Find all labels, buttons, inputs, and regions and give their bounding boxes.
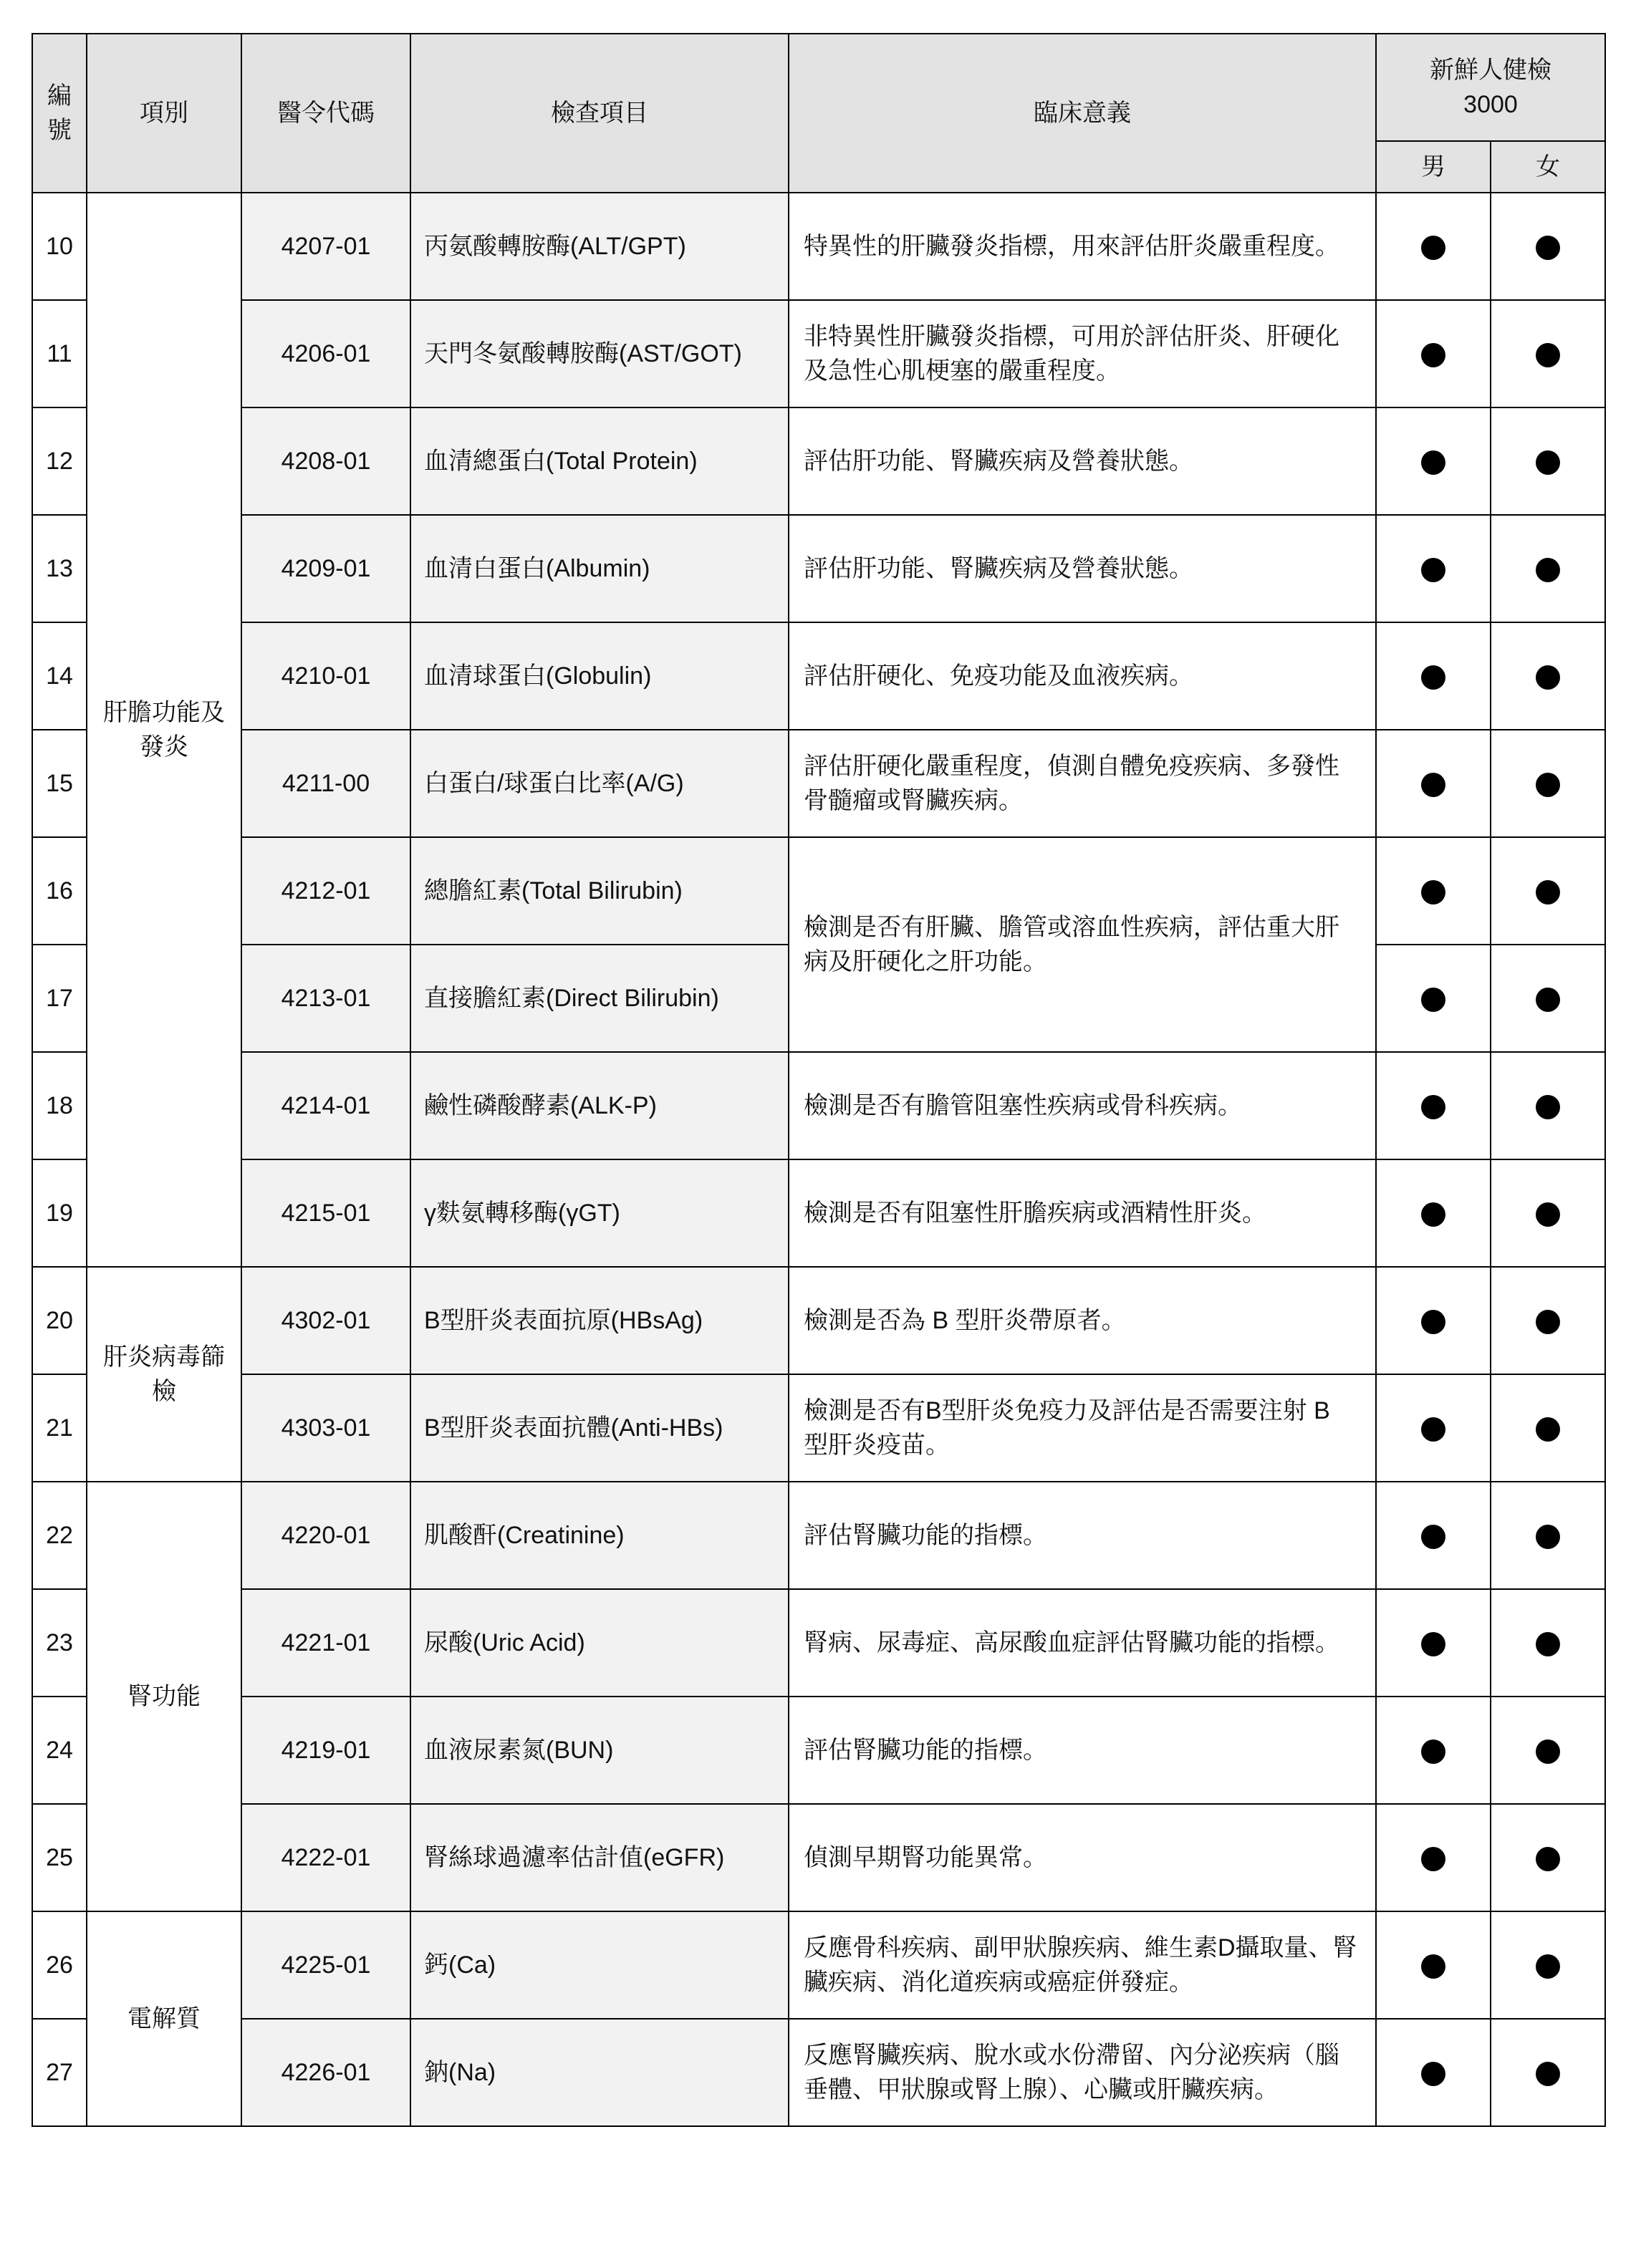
male-mark-cell <box>1376 193 1491 300</box>
male-mark-cell <box>1376 1697 1491 1804</box>
table-row <box>32 1267 1605 1374</box>
row-number-cell: 18 <box>32 1052 87 1159</box>
item-cell: 總膽紅素(Total Bilirubin) <box>410 837 789 945</box>
row-number-cell: 19 <box>32 1159 87 1267</box>
meaning-cell: 偵測早期腎功能異常。 <box>789 1804 1376 1911</box>
code-cell: 4226-01 <box>241 2019 410 2126</box>
item-cell: 血清總蛋白(Total Protein) <box>410 407 789 515</box>
male-mark-cell <box>1376 2019 1491 2126</box>
included-dot-icon <box>1536 1310 1560 1334</box>
included-dot-icon <box>1536 1739 1560 1764</box>
included-dot-icon <box>1536 665 1560 690</box>
meaning-cell: 評估肝功能、腎臟疾病及營養狀態。 <box>789 515 1376 622</box>
category-cell: 腎功能 <box>87 1482 241 1911</box>
code-cell: 4207-01 <box>241 193 410 300</box>
category-cell: 電解質 <box>87 1911 241 2126</box>
item-cell: 鹼性磷酸酵素(ALK-P) <box>410 1052 789 1159</box>
female-mark-cell <box>1491 837 1605 945</box>
female-mark-cell <box>1491 945 1605 1052</box>
meaning-cell: 檢測是否有阻塞性肝膽疾病或酒精性肝炎。 <box>789 1159 1376 1267</box>
table-row <box>32 1911 1605 2019</box>
female-mark-cell <box>1491 1911 1605 2019</box>
code-cell: 4225-01 <box>241 1911 410 2019</box>
meaning-cell: 評估腎臟功能的指標。 <box>789 1482 1376 1589</box>
item-cell: 白蛋白/球蛋白比率(A/G) <box>410 730 789 837</box>
row-number-cell: 26 <box>32 1911 87 2019</box>
included-dot-icon <box>1421 558 1445 582</box>
male-mark-cell <box>1376 837 1491 945</box>
item-cell: 血清白蛋白(Albumin) <box>410 515 789 622</box>
code-cell: 4303-01 <box>241 1374 410 1482</box>
header-code: 醫令代碼 <box>241 34 410 193</box>
health-check-items-table <box>32 33 1606 2127</box>
female-mark-cell <box>1491 1374 1605 1482</box>
code-cell: 4220-01 <box>241 1482 410 1589</box>
table-row <box>32 730 1605 837</box>
included-dot-icon <box>1421 1417 1445 1442</box>
row-number-cell: 22 <box>32 1482 87 1589</box>
item-cell: 天門冬氨酸轉胺酶(AST/GOT) <box>410 300 789 407</box>
header-meaning: 臨床意義 <box>789 34 1376 193</box>
row-number-cell: 11 <box>32 300 87 407</box>
included-dot-icon <box>1421 1525 1445 1549</box>
code-cell: 4302-01 <box>241 1267 410 1374</box>
included-dot-icon <box>1536 2062 1560 2086</box>
included-dot-icon <box>1536 1202 1560 1227</box>
male-mark-cell <box>1376 1589 1491 1697</box>
included-dot-icon <box>1421 880 1445 904</box>
male-mark-cell <box>1376 1267 1491 1374</box>
male-mark-cell <box>1376 945 1491 1052</box>
table-row <box>32 1159 1605 1267</box>
meaning-cell: 特異性的肝臟發炎指標，用來評估肝炎嚴重程度。 <box>789 193 1376 300</box>
female-mark-cell <box>1491 1159 1605 1267</box>
female-mark-cell <box>1491 407 1605 515</box>
included-dot-icon <box>1536 1525 1560 1549</box>
table-row <box>32 1482 1605 1589</box>
included-dot-icon <box>1421 450 1445 475</box>
included-dot-icon <box>1536 988 1560 1012</box>
category-cell: 肝炎病毒篩檢 <box>87 1267 241 1482</box>
meaning-cell: 評估腎臟功能的指標。 <box>789 1697 1376 1804</box>
included-dot-icon <box>1421 773 1445 797</box>
header-female: 女 <box>1491 141 1605 193</box>
item-cell: 肌酸酐(Creatinine) <box>410 1482 789 1589</box>
male-mark-cell <box>1376 1804 1491 1911</box>
included-dot-icon <box>1421 236 1445 260</box>
item-cell: 尿酸(Uric Acid) <box>410 1589 789 1697</box>
male-mark-cell <box>1376 1052 1491 1159</box>
male-mark-cell <box>1376 300 1491 407</box>
meaning-cell: 評估肝功能、腎臟疾病及營養狀態。 <box>789 407 1376 515</box>
meaning-cell: 非特異性肝臟發炎指標，可用於評估肝炎、肝硬化及急性心肌梗塞的嚴重程度。 <box>789 300 1376 407</box>
table-row <box>32 515 1605 622</box>
row-number-cell: 17 <box>32 945 87 1052</box>
included-dot-icon <box>1536 1632 1560 1656</box>
item-cell: 鈉(Na) <box>410 2019 789 2126</box>
table-row <box>32 407 1605 515</box>
male-mark-cell <box>1376 1159 1491 1267</box>
header-item: 檢查項目 <box>410 34 789 193</box>
table-row <box>32 1804 1605 1911</box>
included-dot-icon <box>1421 1739 1445 1764</box>
female-mark-cell <box>1491 1804 1605 1911</box>
table-row <box>32 1374 1605 1482</box>
item-cell: 血清球蛋白(Globulin) <box>410 622 789 730</box>
included-dot-icon <box>1421 1954 1445 1979</box>
included-dot-icon <box>1536 773 1560 797</box>
item-cell: 丙氨酸轉胺酶(ALT/GPT) <box>410 193 789 300</box>
table-row <box>32 2019 1605 2126</box>
female-mark-cell <box>1491 1482 1605 1589</box>
code-cell: 4212-01 <box>241 837 410 945</box>
male-mark-cell <box>1376 1911 1491 2019</box>
included-dot-icon <box>1536 558 1560 582</box>
row-number-cell: 12 <box>32 407 87 515</box>
code-cell: 4209-01 <box>241 515 410 622</box>
included-dot-icon <box>1421 1095 1445 1119</box>
table-body <box>32 193 1605 2126</box>
male-mark-cell <box>1376 515 1491 622</box>
row-number-cell: 10 <box>32 193 87 300</box>
meaning-cell: 評估肝硬化嚴重程度，偵測自體免疫疾病、多發性骨髓瘤或腎臟疾病。 <box>789 730 1376 837</box>
row-number-cell: 21 <box>32 1374 87 1482</box>
female-mark-cell <box>1491 515 1605 622</box>
included-dot-icon <box>1421 1847 1445 1871</box>
included-dot-icon <box>1421 988 1445 1012</box>
code-cell: 4215-01 <box>241 1159 410 1267</box>
code-cell: 4208-01 <box>241 407 410 515</box>
category-cell: 肝膽功能及發炎 <box>87 193 241 1267</box>
item-cell: B型肝炎表面抗體(Anti-HBs) <box>410 1374 789 1482</box>
code-cell: 4214-01 <box>241 1052 410 1159</box>
included-dot-icon <box>1421 2062 1445 2086</box>
code-cell: 4206-01 <box>241 300 410 407</box>
female-mark-cell <box>1491 1267 1605 1374</box>
header-category: 項別 <box>87 34 241 193</box>
included-dot-icon <box>1421 1632 1445 1656</box>
table-row <box>32 300 1605 407</box>
row-number-cell: 15 <box>32 730 87 837</box>
included-dot-icon <box>1536 236 1560 260</box>
code-cell: 4219-01 <box>241 1697 410 1804</box>
code-cell: 4211-00 <box>241 730 410 837</box>
female-mark-cell <box>1491 1589 1605 1697</box>
table-header <box>32 34 1605 193</box>
included-dot-icon <box>1421 343 1445 367</box>
female-mark-cell <box>1491 193 1605 300</box>
meaning-cell: 反應骨科疾病、副甲狀腺疾病、維生素D攝取量、腎臟疾病、消化道疾病或癌症併發症。 <box>789 1911 1376 2019</box>
item-cell: γ麩氨轉移酶(γGT) <box>410 1159 789 1267</box>
included-dot-icon <box>1421 665 1445 690</box>
meaning-cell: 檢測是否有B型肝炎免疫力及評估是否需要注射 B 型肝炎疫苗。 <box>789 1374 1376 1482</box>
male-mark-cell <box>1376 730 1491 837</box>
meaning-cell: 反應腎臟疾病、脫水或水份滯留、內分泌疾病（腦垂體、甲狀腺或腎上腺）、心臟或肝臟疾病。 <box>789 2019 1376 2126</box>
male-mark-cell <box>1376 407 1491 515</box>
row-number-cell: 16 <box>32 837 87 945</box>
row-number-cell: 25 <box>32 1804 87 1911</box>
item-cell: 血液尿素氮(BUN) <box>410 1697 789 1804</box>
included-dot-icon <box>1536 1095 1560 1119</box>
included-dot-icon <box>1536 1954 1560 1979</box>
item-cell: 直接膽紅素(Direct Bilirubin) <box>410 945 789 1052</box>
female-mark-cell <box>1491 730 1605 837</box>
meaning-cell: 檢測是否有肝臟、膽管或溶血性疾病，評估重大肝病及肝硬化之肝功能。 <box>789 837 1376 1052</box>
header-package <box>1376 34 1605 141</box>
female-mark-cell <box>1491 2019 1605 2126</box>
meaning-cell: 檢測是否有膽管阻塞性疾病或骨科疾病。 <box>789 1052 1376 1159</box>
meaning-cell: 檢測是否為 B 型肝炎帶原者。 <box>789 1267 1376 1374</box>
row-number-cell: 23 <box>32 1589 87 1697</box>
male-mark-cell <box>1376 622 1491 730</box>
row-number-cell: 13 <box>32 515 87 622</box>
included-dot-icon <box>1536 880 1560 904</box>
female-mark-cell <box>1491 1697 1605 1804</box>
row-number-cell: 14 <box>32 622 87 730</box>
table-row <box>32 1589 1605 1697</box>
male-mark-cell <box>1376 1374 1491 1482</box>
row-number-cell: 24 <box>32 1697 87 1804</box>
male-mark-cell <box>1376 1482 1491 1589</box>
female-mark-cell <box>1491 622 1605 730</box>
female-mark-cell <box>1491 1052 1605 1159</box>
table-row <box>32 837 1605 945</box>
header-package-name: 新鮮人健檢 <box>1430 56 1551 84</box>
female-mark-cell <box>1491 300 1605 407</box>
table-row <box>32 1697 1605 1804</box>
row-number-cell: 20 <box>32 1267 87 1374</box>
header-number: 編號 <box>32 34 87 193</box>
code-cell: 4210-01 <box>241 622 410 730</box>
table-row <box>32 622 1605 730</box>
code-cell: 4213-01 <box>241 945 410 1052</box>
row-number-cell: 27 <box>32 2019 87 2126</box>
code-cell: 4221-01 <box>241 1589 410 1697</box>
table-row <box>32 193 1605 300</box>
included-dot-icon <box>1536 343 1560 367</box>
item-cell: B型肝炎表面抗原(HBsAg) <box>410 1267 789 1374</box>
header-package-price: 3000 <box>1463 91 1518 118</box>
item-cell: 腎絲球過濾率估計值(eGFR) <box>410 1804 789 1911</box>
included-dot-icon <box>1421 1202 1445 1227</box>
item-cell: 鈣(Ca) <box>410 1911 789 2019</box>
header-male: 男 <box>1376 141 1491 193</box>
included-dot-icon <box>1536 450 1560 475</box>
included-dot-icon <box>1421 1310 1445 1334</box>
code-cell: 4222-01 <box>241 1804 410 1911</box>
meaning-cell: 腎病、尿毒症、高尿酸血症評估腎臟功能的指標。 <box>789 1589 1376 1697</box>
included-dot-icon <box>1536 1847 1560 1871</box>
table-row <box>32 1052 1605 1159</box>
meaning-cell: 評估肝硬化、免疫功能及血液疾病。 <box>789 622 1376 730</box>
included-dot-icon <box>1536 1417 1560 1442</box>
